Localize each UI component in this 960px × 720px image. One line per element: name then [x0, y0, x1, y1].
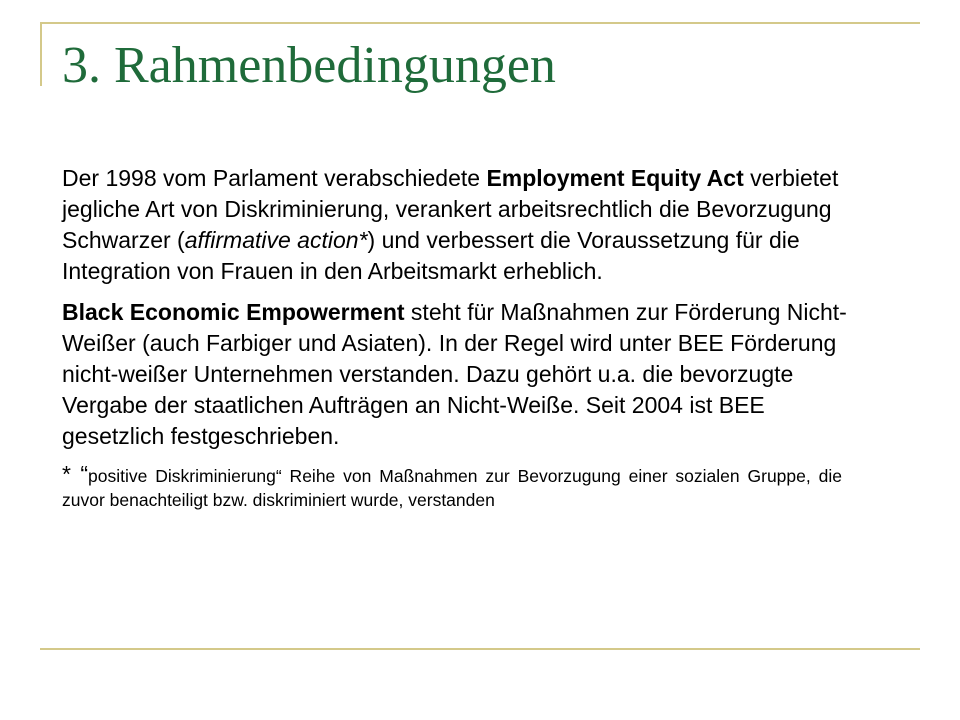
slide-body — [62, 163, 852, 512]
bee-term: Black Economic Empowerment — [62, 299, 405, 325]
paragraph-bee: Black Economic Empowerment steht für Maßnahmen zur Förderung Nicht-Weißer (auch Farbiger und Asiaten). In der Regel wird unter BEE Förderung nicht-weißer Unternehmen verstanden. Dazu gehört u.a. die bevorzugte Vergabe der staatlichen Aufträgen an Nicht-Weiße. Seit 2004 ist BEE gesetzlich festgeschrieben. — [62, 299, 847, 449]
footnote: * “positive Diskriminierung“ Reihe von Maßnahmen zur Bevorzugung einer sozialen Gruppe, die zuvor benachteiligt bzw. diskriminiert wurde, verstanden — [62, 461, 842, 510]
frame-top-line — [40, 22, 920, 24]
paragraph-employment-equity: Der 1998 vom Parlament verabschiedete Employment Equity Act verbietet jegliche Art von Diskriminierung, verankert arbeitsrechtlich die Bevorzugung Schwarzer (affirmative action*) und verbessert die Voraussetzung für die Integration von Frauen in den Arbeitsmarkt erheblich. — [62, 165, 839, 284]
frame-left-line — [40, 22, 42, 86]
affirmative-action-term: affirmative action* — [184, 227, 368, 253]
slide-title: 3. Rahmenbedingungen — [62, 37, 556, 94]
employment-equity-act-term: Employment Equity Act — [486, 165, 744, 191]
frame-bottom-line — [40, 648, 920, 650]
